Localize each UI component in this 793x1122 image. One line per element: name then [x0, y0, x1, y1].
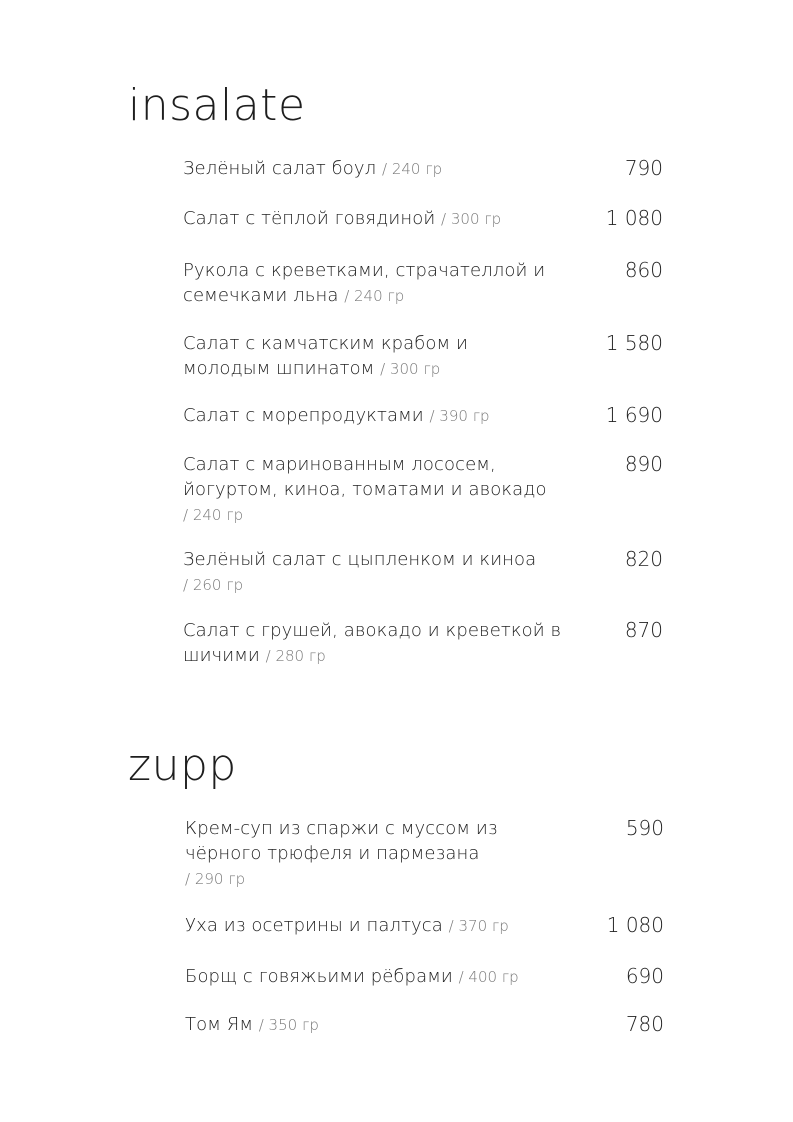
item-weight: / 300 гр: [441, 210, 502, 228]
item-weight: / 350 гр: [258, 1016, 319, 1034]
item-weight: / 240 гр: [382, 160, 443, 178]
item-name: Крем-суп из спаржи с муссом из чёрного трюфеля и пармезана: [185, 818, 498, 864]
section-title-insalate: insalate: [128, 80, 306, 131]
item-price: 690: [625, 964, 664, 988]
item-weight: / 370 гр: [448, 917, 509, 935]
item-name: Зелёный салат боул: [183, 158, 377, 179]
item-price: 1 690: [605, 403, 663, 427]
item-price: 790: [624, 156, 663, 180]
item-price: 890: [624, 452, 663, 476]
item-name: Уха из осетрины и палтуса: [185, 915, 443, 936]
item-weight: / 240 гр: [344, 287, 405, 305]
item-weight: / 290 гр: [185, 870, 246, 888]
item-name: Рукола с креветками, страчателлой и семечками льна: [183, 260, 546, 306]
menu-item: [183, 618, 583, 669]
item-name: Борщ с говяжьими рёбрами: [185, 966, 453, 987]
item-price: 780: [625, 1012, 664, 1036]
item-price: 860: [624, 258, 663, 282]
menu-item: [183, 547, 583, 598]
item-price: 1 080: [605, 206, 663, 230]
item-weight: / 280 гр: [265, 647, 326, 665]
item-price: 820: [624, 547, 663, 571]
item-weight: / 390 гр: [429, 407, 490, 425]
item-name: Салат с морепродуктами: [183, 405, 424, 426]
item-name: Салат с тёплой говядиной: [183, 208, 436, 229]
item-weight: / 240 гр: [183, 506, 244, 524]
item-name: Зелёный салат с цыпленком и киноа: [183, 549, 537, 570]
menu-item: [183, 331, 523, 382]
item-name: Салат с грушей, авокадо и креветкой в шичими: [183, 620, 562, 666]
menu-item: [183, 452, 583, 528]
item-weight: / 300 гр: [380, 360, 441, 378]
item-name: Салат с маринованным лососем, йогуртом, киноа, томатами и авокадо: [183, 454, 547, 500]
menu-item: [185, 816, 555, 892]
menu-item: [183, 258, 583, 309]
item-price: 1 580: [605, 331, 663, 355]
item-weight: / 400 гр: [458, 968, 519, 986]
item-name: Салат с камчатским крабом и молодым шпинатом: [183, 333, 468, 379]
item-name: Том Ям: [185, 1014, 253, 1035]
item-price: 870: [624, 618, 663, 642]
item-weight: / 260 гр: [183, 576, 244, 594]
item-price: 1 080: [606, 913, 664, 937]
item-price: 590: [625, 816, 664, 840]
section-title-zupp: zupp: [128, 740, 237, 791]
